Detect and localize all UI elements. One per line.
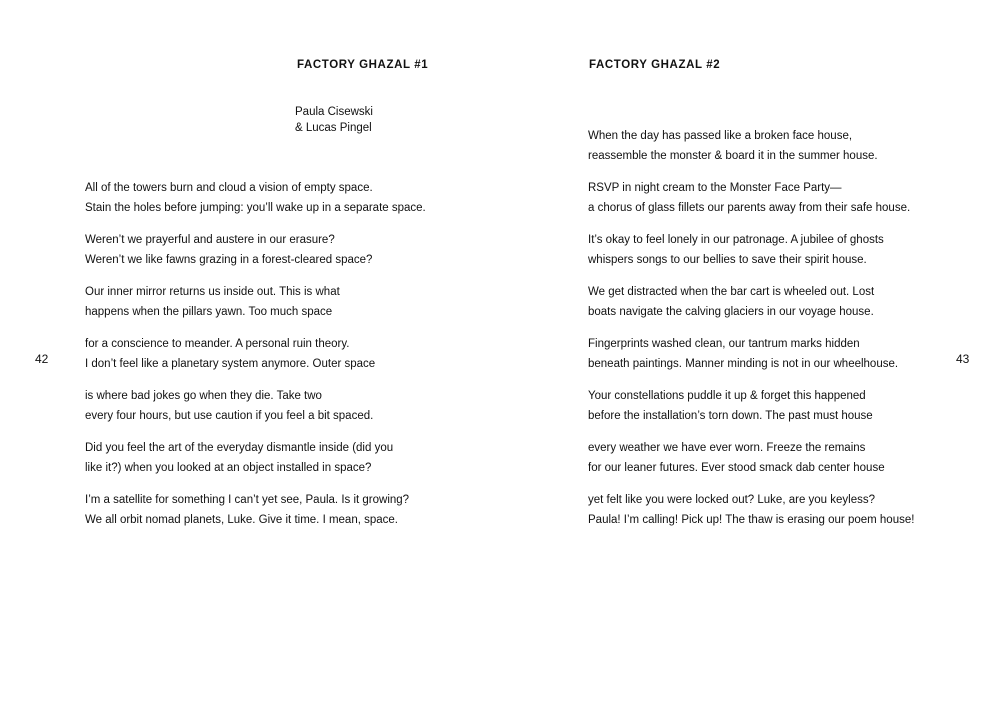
poem-body-left — [85, 178, 426, 542]
poem-line: We all orbit nomad planets, Luke. Give it time. I mean, space. — [85, 514, 398, 526]
couplet — [588, 334, 914, 374]
couplet — [85, 438, 426, 478]
poem-line: Did you feel the art of the everyday dismantle inside (did you — [85, 442, 394, 454]
poem-line: RSVP in night cream to the Monster Face Party— — [588, 182, 842, 194]
poem-line: beneath paintings. Manner minding is not in our wheelhouse. — [588, 358, 899, 370]
author-line: Paula Cisewski — [295, 106, 373, 118]
couplet — [85, 230, 426, 270]
poem-line: When the day has passed like a broken face house, — [588, 130, 853, 142]
poem-title-left: FACTORY GHAZAL #1 — [297, 59, 429, 71]
poem-body-right — [588, 126, 914, 542]
poem-line: boats navigate the calving glaciers in our voyage house. — [588, 306, 874, 318]
couplet — [85, 282, 426, 322]
poem-line: like it?) when you looked at an object installed in space? — [85, 462, 372, 474]
couplet — [588, 126, 914, 166]
right-page — [504, 0, 1008, 720]
poem-title-right: FACTORY GHAZAL #2 — [589, 59, 721, 71]
poem-line: for our leaner futures. Ever stood smack dab center house — [588, 462, 885, 474]
couplet — [85, 490, 426, 530]
poem-line: yet felt like you were locked out? Luke, are you keyless? — [588, 494, 876, 506]
poem-line: Paula! I’m calling! Pick up! The thaw is erasing our poem house! — [588, 514, 915, 526]
author-credit — [295, 104, 373, 136]
poem-line: before the installation’s torn down. The past must house — [588, 410, 873, 422]
couplet — [588, 438, 914, 478]
poem-line: I don’t feel like a planetary system anymore. Outer space — [85, 358, 376, 370]
poem-line: Your constellations puddle it up & forget this happened — [588, 390, 866, 402]
poem-line: Stain the holes before jumping: you’ll wake up in a separate space. — [85, 202, 426, 214]
poem-line: Fingerprints washed clean, our tantrum marks hidden — [588, 338, 860, 350]
author-line: & Lucas Pingel — [295, 122, 372, 134]
couplet — [85, 178, 426, 218]
poem-line: All of the towers burn and cloud a vision of empty space. — [85, 182, 373, 194]
poem-line: a chorus of glass fillets our parents away from their safe house. — [588, 202, 911, 214]
page-number-left: 42 — [35, 352, 49, 366]
couplet — [588, 230, 914, 270]
couplet — [588, 178, 914, 218]
poem-line: reassemble the monster & board it in the summer house. — [588, 150, 878, 162]
poem-line: Our inner mirror returns us inside out. This is what — [85, 286, 340, 298]
poem-line: We get distracted when the bar cart is wheeled out. Lost — [588, 286, 875, 298]
poem-line: every four hours, but use caution if you feel a bit spaced. — [85, 410, 374, 422]
poem-line: every weather we have ever worn. Freeze the remains — [588, 442, 866, 454]
poem-line: is where bad jokes go when they die. Take two — [85, 390, 322, 402]
page-number-right: 43 — [956, 352, 970, 366]
couplet — [85, 386, 426, 426]
poem-line: It’s okay to feel lonely in our patronage. A jubilee of ghosts — [588, 234, 884, 246]
poem-line: whispers songs to our bellies to save their spirit house. — [588, 254, 867, 266]
poem-line: Weren’t we like fawns grazing in a forest-cleared space? — [85, 254, 373, 266]
couplet — [588, 282, 914, 322]
couplet — [588, 490, 914, 530]
poem-line: for a conscience to meander. A personal ruin theory. — [85, 338, 350, 350]
poem-line: I’m a satellite for something I can’t yet see, Paula. Is it growing? — [85, 494, 410, 506]
couplet — [85, 334, 426, 374]
poem-line: Weren’t we prayerful and austere in our erasure? — [85, 234, 335, 246]
couplet — [588, 386, 914, 426]
poem-line: happens when the pillars yawn. Too much space — [85, 306, 333, 318]
